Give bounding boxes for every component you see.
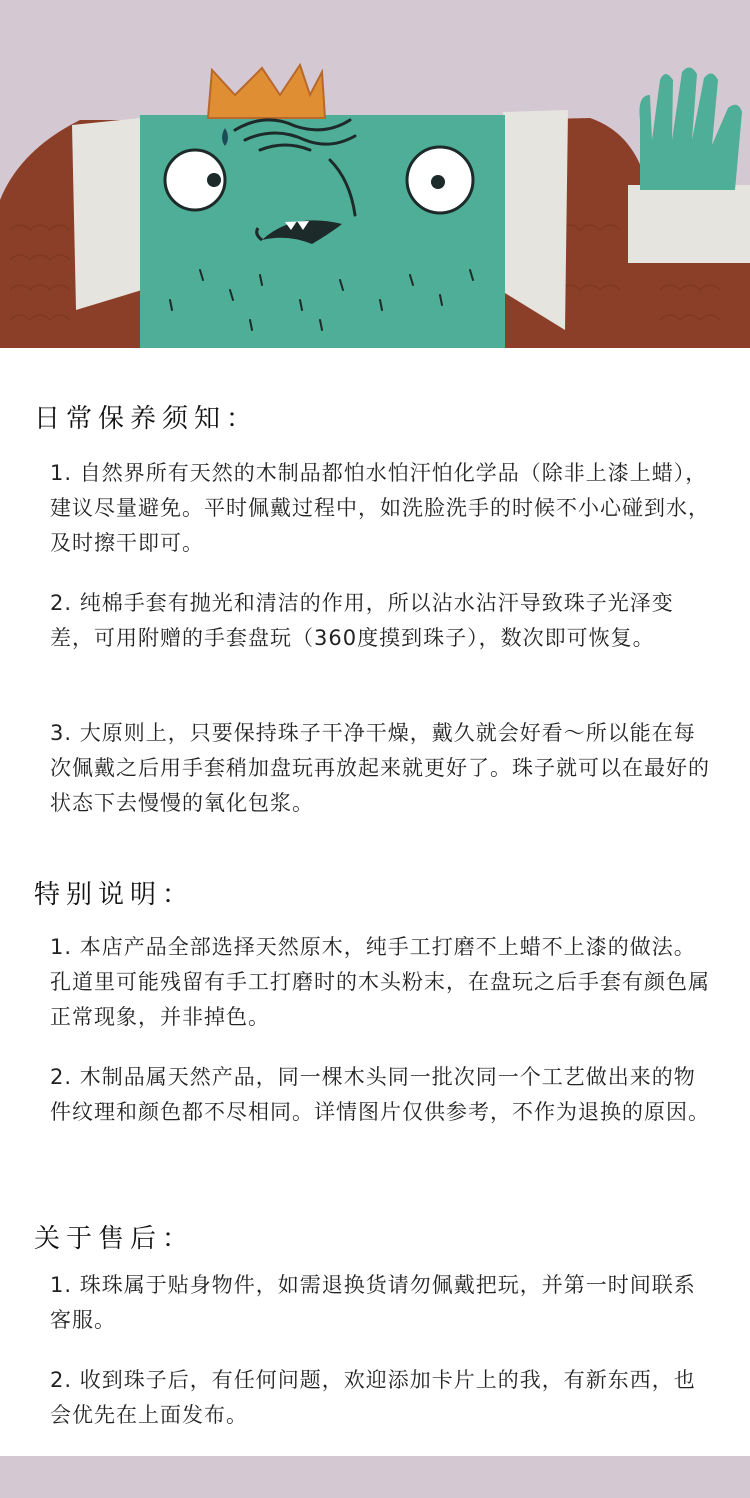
monster-illustration bbox=[0, 0, 750, 348]
fur-collar-left bbox=[72, 118, 142, 310]
list-item: 2. 纯棉手套有抛光和清洁的作用，所以沾水沾汗导致珠子光泽变差，可用附赠的手套盘玩（360度摸到珠子），数次即可恢复。 bbox=[50, 591, 674, 650]
section-title-after-sales: 关于售后： bbox=[34, 1224, 195, 1254]
hero-illustration bbox=[0, 0, 750, 348]
section-title-daily-care: 日常保养须知： bbox=[34, 404, 259, 434]
fur-cuff bbox=[628, 185, 750, 263]
list-item: 1. 珠珠属于贴身物件，如需退换货请勿佩戴把玩，并第一时间联系客服。 bbox=[50, 1273, 696, 1332]
list-item: 3. 大原则上，只要保持珠子干净干燥，戴久就会好看～所以能在每次佩戴之后用手套稍加盘玩再放起来就更好了。珠子就可以在最好的状态下去慢慢的氧化包浆。 bbox=[50, 721, 710, 815]
list-item: 2. 收到珠子后，有任何问题，欢迎添加卡片上的我，有新东西，也会优先在上面发布。 bbox=[50, 1368, 696, 1427]
section-title-special-notes: 特别说明： bbox=[34, 880, 195, 910]
list-item: 2. 木制品属天然产品，同一棵木头同一批次同一个工艺做出来的物件纹理和颜色都不尽相同。详情图片仅供参考，不作为退换的原因。 bbox=[50, 1065, 710, 1124]
list-item: 1. 自然界所有天然的木制品都怕水怕汗怕化学品（除非上漆上蜡），建议尽量避免。平时佩戴过程中，如洗脸洗手的时候不小心碰到水，及时擦干即可。 bbox=[50, 461, 710, 555]
list-item: 1. 本店产品全部选择天然原木，纯手工打磨不上蜡不上漆的做法。孔道里可能残留有手工打磨时的木头粉末，在盘玩之后手套有颜色属正常现象，并非掉色。 bbox=[50, 935, 710, 1029]
footer-band bbox=[0, 1456, 750, 1498]
